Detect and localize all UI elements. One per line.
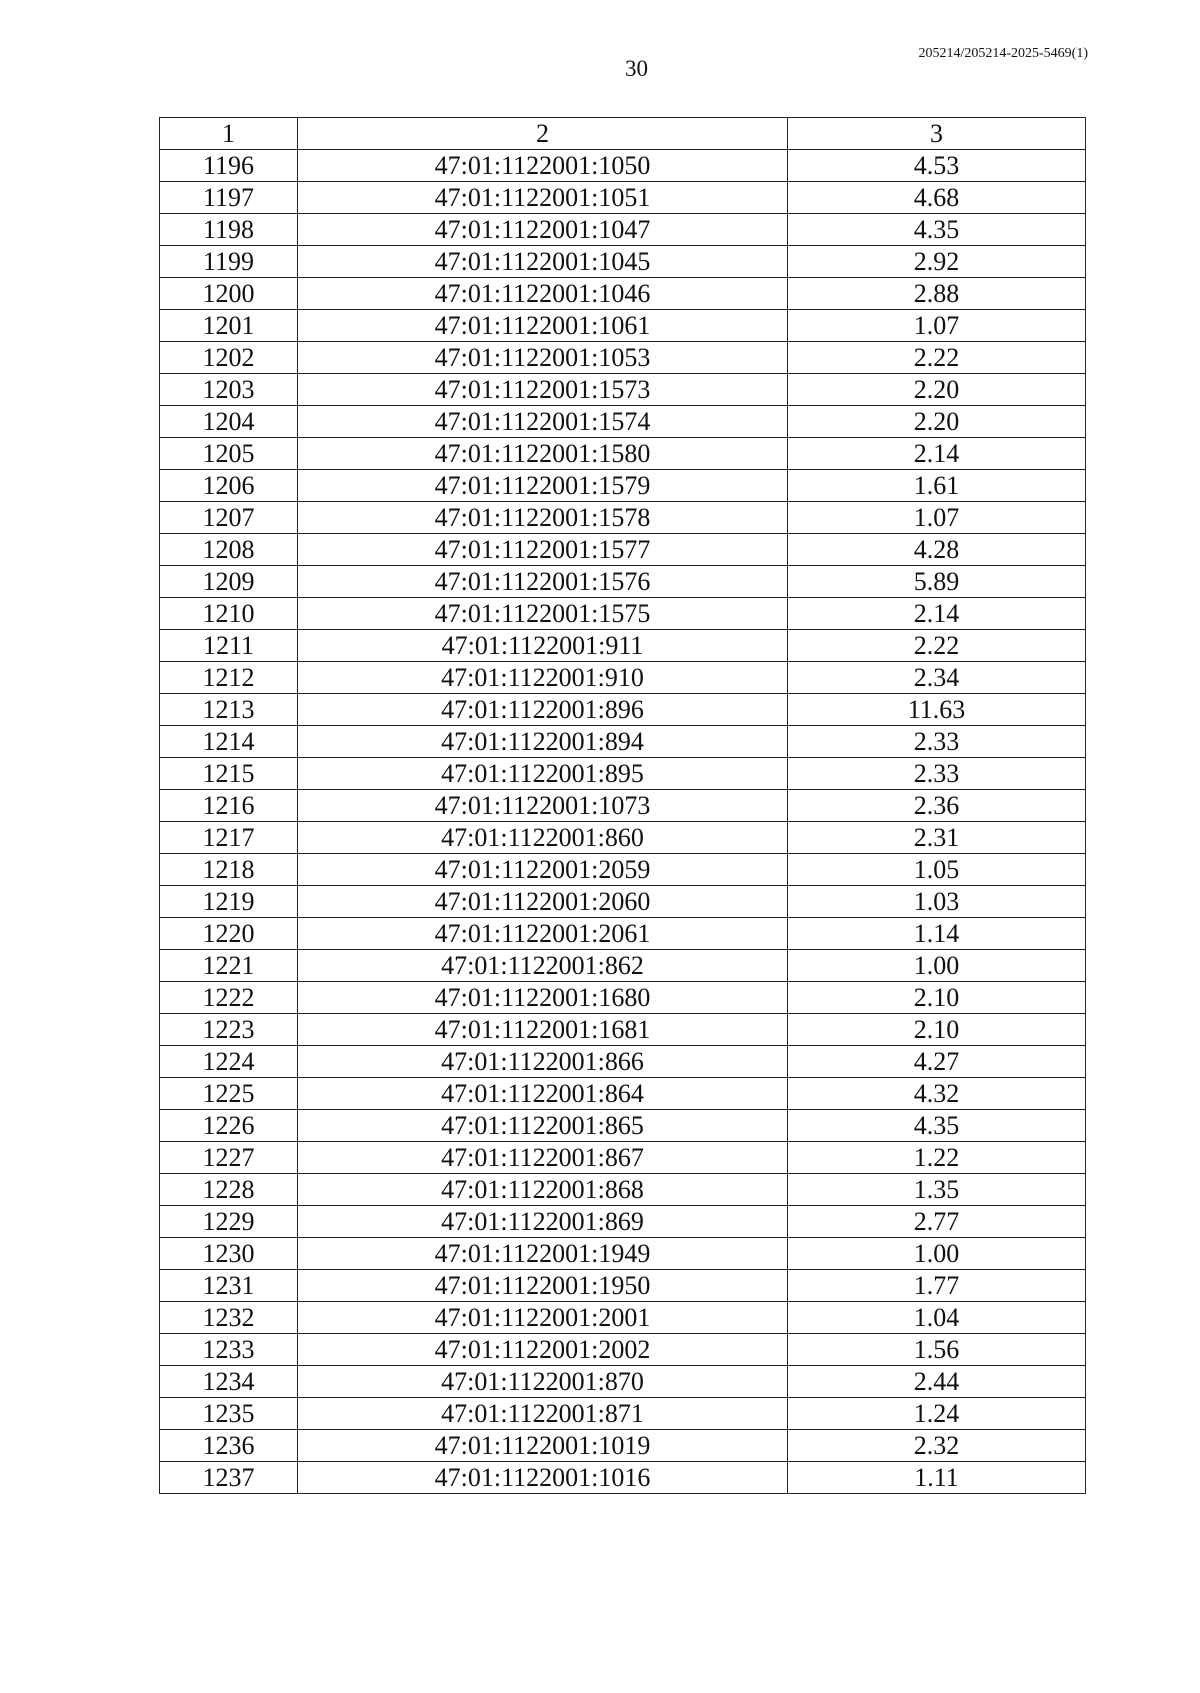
cadastral-number-cell: 47:01:1122001:1681 <box>298 1014 788 1046</box>
table-row <box>160 950 1086 982</box>
value-cell: 1.22 <box>788 1142 1086 1174</box>
table-row <box>160 502 1086 534</box>
table-row <box>160 1334 1086 1366</box>
table-row <box>160 758 1086 790</box>
value-cell: 4.35 <box>788 214 1086 246</box>
row-number-cell: 1208 <box>160 534 298 566</box>
value-cell: 2.31 <box>788 822 1086 854</box>
data-table-container <box>159 117 1085 1494</box>
row-number-cell: 1231 <box>160 1270 298 1302</box>
cadastral-number-cell: 47:01:1122001:1073 <box>298 790 788 822</box>
table-row <box>160 438 1086 470</box>
row-number-cell: 1237 <box>160 1462 298 1494</box>
table-row <box>160 1238 1086 1270</box>
cadastral-number-cell: 47:01:1122001:1019 <box>298 1430 788 1462</box>
row-number-cell: 1226 <box>160 1110 298 1142</box>
table-row <box>160 918 1086 950</box>
cadastral-number-cell: 47:01:1122001:1050 <box>298 150 788 182</box>
table-header-row <box>160 118 1086 150</box>
cadastral-number-cell: 47:01:1122001:1575 <box>298 598 788 630</box>
value-cell: 2.14 <box>788 438 1086 470</box>
value-cell: 2.92 <box>788 246 1086 278</box>
cadastral-number-cell: 47:01:1122001:894 <box>298 726 788 758</box>
value-cell: 2.77 <box>788 1206 1086 1238</box>
cadastral-number-cell: 47:01:1122001:871 <box>298 1398 788 1430</box>
table-row <box>160 310 1086 342</box>
cadastral-number-cell: 47:01:1122001:1576 <box>298 566 788 598</box>
value-cell: 11.63 <box>788 694 1086 726</box>
cadastral-number-cell: 47:01:1122001:1046 <box>298 278 788 310</box>
cadastral-number-cell: 47:01:1122001:2059 <box>298 854 788 886</box>
cadastral-number-cell: 47:01:1122001:2060 <box>298 886 788 918</box>
cadastral-number-cell: 47:01:1122001:860 <box>298 822 788 854</box>
cadastral-number-cell: 47:01:1122001:895 <box>298 758 788 790</box>
value-cell: 4.28 <box>788 534 1086 566</box>
cadastral-number-cell: 47:01:1122001:2061 <box>298 918 788 950</box>
row-number-cell: 1213 <box>160 694 298 726</box>
cadastral-number-cell: 47:01:1122001:1580 <box>298 438 788 470</box>
value-cell: 2.10 <box>788 1014 1086 1046</box>
row-number-cell: 1220 <box>160 918 298 950</box>
cadastral-number-cell: 47:01:1122001:2001 <box>298 1302 788 1334</box>
row-number-cell: 1223 <box>160 1014 298 1046</box>
table-row <box>160 1302 1086 1334</box>
value-cell: 2.33 <box>788 726 1086 758</box>
cadastral-number-cell: 47:01:1122001:896 <box>298 694 788 726</box>
table-row <box>160 374 1086 406</box>
row-number-cell: 1199 <box>160 246 298 278</box>
value-cell: 1.35 <box>788 1174 1086 1206</box>
table-row <box>160 822 1086 854</box>
table-row <box>160 1206 1086 1238</box>
cadastral-number-cell: 47:01:1122001:1053 <box>298 342 788 374</box>
table-row <box>160 598 1086 630</box>
value-cell: 4.32 <box>788 1078 1086 1110</box>
row-number-cell: 1233 <box>160 1334 298 1366</box>
cadastral-number-cell: 47:01:1122001:1061 <box>298 310 788 342</box>
table-row <box>160 790 1086 822</box>
row-number-cell: 1211 <box>160 630 298 662</box>
value-cell: 4.35 <box>788 1110 1086 1142</box>
row-number-cell: 1236 <box>160 1430 298 1462</box>
row-number-cell: 1214 <box>160 726 298 758</box>
cadastral-number-cell: 47:01:1122001:1577 <box>298 534 788 566</box>
document-reference: 205214/205214-2025-5469(1) <box>918 46 1088 61</box>
data-table <box>159 117 1086 1494</box>
row-number-cell: 1201 <box>160 310 298 342</box>
row-number-cell: 1202 <box>160 342 298 374</box>
value-cell: 2.36 <box>788 790 1086 822</box>
table-row <box>160 214 1086 246</box>
row-number-cell: 1205 <box>160 438 298 470</box>
row-number-cell: 1222 <box>160 982 298 1014</box>
table-row <box>160 982 1086 1014</box>
table-row <box>160 726 1086 758</box>
row-number-cell: 1196 <box>160 150 298 182</box>
value-cell: 1.56 <box>788 1334 1086 1366</box>
cadastral-number-cell: 47:01:1122001:1047 <box>298 214 788 246</box>
row-number-cell: 1212 <box>160 662 298 694</box>
cadastral-number-cell: 47:01:1122001:1950 <box>298 1270 788 1302</box>
row-number-cell: 1209 <box>160 566 298 598</box>
cadastral-number-cell: 47:01:1122001:1680 <box>298 982 788 1014</box>
table-header <box>160 118 1086 150</box>
value-cell: 2.20 <box>788 406 1086 438</box>
table-row <box>160 182 1086 214</box>
value-cell: 1.00 <box>788 1238 1086 1270</box>
cadastral-number-cell: 47:01:1122001:1949 <box>298 1238 788 1270</box>
column-header: 2 <box>298 118 788 150</box>
value-cell: 2.14 <box>788 598 1086 630</box>
row-number-cell: 1235 <box>160 1398 298 1430</box>
value-cell: 5.89 <box>788 566 1086 598</box>
row-number-cell: 1198 <box>160 214 298 246</box>
value-cell: 4.68 <box>788 182 1086 214</box>
row-number-cell: 1221 <box>160 950 298 982</box>
table-row <box>160 662 1086 694</box>
value-cell: 1.04 <box>788 1302 1086 1334</box>
table-row <box>160 278 1086 310</box>
value-cell: 1.07 <box>788 310 1086 342</box>
row-number-cell: 1227 <box>160 1142 298 1174</box>
table-row <box>160 534 1086 566</box>
table-row <box>160 1142 1086 1174</box>
table-row <box>160 406 1086 438</box>
cadastral-number-cell: 47:01:1122001:911 <box>298 630 788 662</box>
row-number-cell: 1203 <box>160 374 298 406</box>
cadastral-number-cell: 47:01:1122001:1045 <box>298 246 788 278</box>
row-number-cell: 1206 <box>160 470 298 502</box>
value-cell: 1.61 <box>788 470 1086 502</box>
cadastral-number-cell: 47:01:1122001:870 <box>298 1366 788 1398</box>
row-number-cell: 1232 <box>160 1302 298 1334</box>
row-number-cell: 1228 <box>160 1174 298 1206</box>
table-row <box>160 1110 1086 1142</box>
value-cell: 1.77 <box>788 1270 1086 1302</box>
row-number-cell: 1216 <box>160 790 298 822</box>
table-row <box>160 1046 1086 1078</box>
value-cell: 2.34 <box>788 662 1086 694</box>
cadastral-number-cell: 47:01:1122001:864 <box>298 1078 788 1110</box>
value-cell: 1.11 <box>788 1462 1086 1494</box>
table-row <box>160 886 1086 918</box>
row-number-cell: 1229 <box>160 1206 298 1238</box>
value-cell: 2.88 <box>788 278 1086 310</box>
table-row <box>160 246 1086 278</box>
table-body <box>160 150 1086 1494</box>
cadastral-number-cell: 47:01:1122001:1578 <box>298 502 788 534</box>
table-row <box>160 1366 1086 1398</box>
cadastral-number-cell: 47:01:1122001:2002 <box>298 1334 788 1366</box>
table-row <box>160 630 1086 662</box>
value-cell: 2.33 <box>788 758 1086 790</box>
table-row <box>160 1430 1086 1462</box>
value-cell: 2.10 <box>788 982 1086 1014</box>
value-cell: 1.14 <box>788 918 1086 950</box>
table-row <box>160 1014 1086 1046</box>
cadastral-number-cell: 47:01:1122001:866 <box>298 1046 788 1078</box>
value-cell: 1.05 <box>788 854 1086 886</box>
cadastral-number-cell: 47:01:1122001:865 <box>298 1110 788 1142</box>
value-cell: 1.24 <box>788 1398 1086 1430</box>
table-row <box>160 854 1086 886</box>
value-cell: 1.00 <box>788 950 1086 982</box>
cadastral-number-cell: 47:01:1122001:910 <box>298 662 788 694</box>
table-row <box>160 1174 1086 1206</box>
table-row <box>160 1462 1086 1494</box>
row-number-cell: 1218 <box>160 854 298 886</box>
column-header: 1 <box>160 118 298 150</box>
value-cell: 2.22 <box>788 342 1086 374</box>
page-number: 30 <box>625 56 648 81</box>
value-cell: 2.20 <box>788 374 1086 406</box>
table-row <box>160 470 1086 502</box>
row-number-cell: 1197 <box>160 182 298 214</box>
cadastral-number-cell: 47:01:1122001:1016 <box>298 1462 788 1494</box>
row-number-cell: 1210 <box>160 598 298 630</box>
row-number-cell: 1224 <box>160 1046 298 1078</box>
value-cell: 2.32 <box>788 1430 1086 1462</box>
row-number-cell: 1219 <box>160 886 298 918</box>
value-cell: 4.27 <box>788 1046 1086 1078</box>
cadastral-number-cell: 47:01:1122001:862 <box>298 950 788 982</box>
table-row <box>160 566 1086 598</box>
row-number-cell: 1234 <box>160 1366 298 1398</box>
value-cell: 2.44 <box>788 1366 1086 1398</box>
table-row <box>160 150 1086 182</box>
table-row <box>160 1078 1086 1110</box>
cadastral-number-cell: 47:01:1122001:869 <box>298 1206 788 1238</box>
row-number-cell: 1217 <box>160 822 298 854</box>
cadastral-number-cell: 47:01:1122001:867 <box>298 1142 788 1174</box>
cadastral-number-cell: 47:01:1122001:1574 <box>298 406 788 438</box>
value-cell: 4.53 <box>788 150 1086 182</box>
table-row <box>160 1270 1086 1302</box>
row-number-cell: 1200 <box>160 278 298 310</box>
row-number-cell: 1207 <box>160 502 298 534</box>
row-number-cell: 1230 <box>160 1238 298 1270</box>
table-row <box>160 342 1086 374</box>
cadastral-number-cell: 47:01:1122001:868 <box>298 1174 788 1206</box>
row-number-cell: 1215 <box>160 758 298 790</box>
row-number-cell: 1225 <box>160 1078 298 1110</box>
row-number-cell: 1204 <box>160 406 298 438</box>
cadastral-number-cell: 47:01:1122001:1051 <box>298 182 788 214</box>
table-row <box>160 694 1086 726</box>
cadastral-number-cell: 47:01:1122001:1579 <box>298 470 788 502</box>
table-row <box>160 1398 1086 1430</box>
value-cell: 1.03 <box>788 886 1086 918</box>
cadastral-number-cell: 47:01:1122001:1573 <box>298 374 788 406</box>
value-cell: 1.07 <box>788 502 1086 534</box>
value-cell: 2.22 <box>788 630 1086 662</box>
column-header: 3 <box>788 118 1086 150</box>
